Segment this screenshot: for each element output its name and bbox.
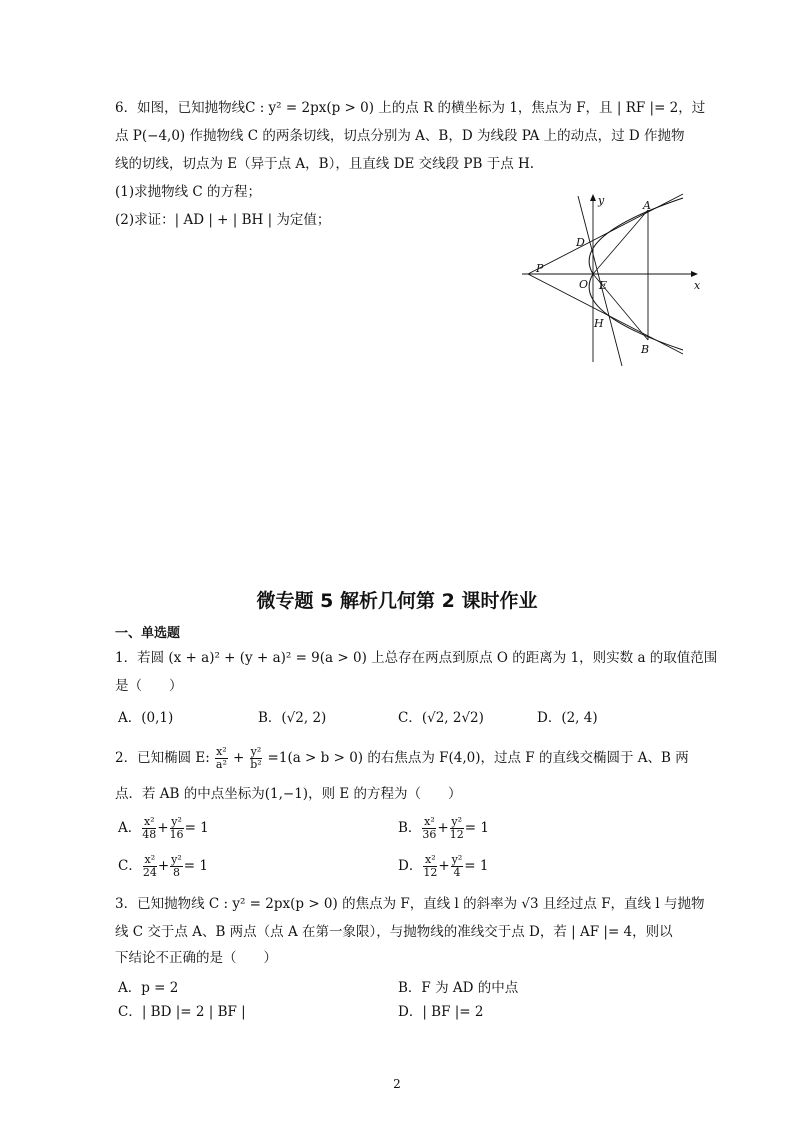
frac-den: 12	[449, 828, 464, 841]
frac-num: y²	[171, 853, 182, 866]
q1-option-a: A．(0,1)	[118, 710, 174, 726]
label-H: H	[594, 317, 604, 330]
q3-option-a: A．p = 2	[118, 980, 179, 996]
q1-line2: 是（ ）	[115, 678, 183, 694]
page-title: 微专题 5 解析几何第 2 课时作业	[256, 590, 538, 612]
fraction	[422, 816, 436, 841]
q6-line1: 6．如图，已知抛物线C : y² = 2px(p > 0) 上的点 R 的横坐标为 1，焦点为 F，且 | RF |= 2，过	[115, 100, 706, 116]
y-axis-arrow	[590, 194, 596, 201]
frac-num: x²	[425, 853, 436, 866]
frac-num: y²	[250, 745, 262, 758]
plus-sign: +	[233, 750, 245, 766]
fraction	[170, 854, 183, 879]
equals-one: = 1	[464, 820, 489, 836]
fraction	[143, 854, 157, 879]
label-B: B	[641, 343, 650, 356]
frac-num: x²	[144, 853, 156, 866]
fraction-x2-a2	[215, 746, 228, 771]
q6-part1: (1)求抛物线 C 的方程；	[115, 184, 262, 200]
option-label: D．	[398, 858, 423, 874]
fraction	[451, 854, 464, 879]
label-P: P	[536, 262, 544, 275]
q1-option-b: B．(√2, 2)	[258, 710, 327, 726]
q3-option-d: D．| BF |= 2	[398, 1004, 484, 1020]
frac-num: x²	[143, 815, 155, 828]
fraction	[450, 816, 464, 841]
segment-OA	[593, 210, 648, 274]
q2-line2: 点．若 AB 的中点坐标为(1,−1)，则 E 的方程为（ ）	[115, 786, 462, 802]
frac-num: y²	[451, 815, 463, 828]
label-x: x	[694, 279, 701, 292]
label-E: E	[599, 279, 608, 292]
fraction	[142, 816, 156, 841]
frac-den: 24	[142, 866, 157, 879]
equals-one: = 1	[183, 858, 208, 874]
q3-line3: 下结论不正确的是（ ）	[115, 950, 277, 966]
label-y: y	[598, 194, 605, 207]
q6-line2: 点 P(−4,0) 作抛物线 C 的两条切线，切点分别为 A、B，D 为线段 PA 上的动点，过 D 作抛物	[115, 128, 685, 144]
q2-option-d	[398, 854, 488, 879]
q3-line1: 3．已知抛物线 C : y² = 2px(p > 0) 的焦点为 F，直线 l 的斜率为 √3 且经过点 F，直线 l 与抛物	[115, 896, 705, 912]
q6-line3: 线的切线，切点为 E（异于点 A，B），且直线 DE 交线段 PB 于点 H.	[115, 156, 535, 172]
x-axis-arrow	[691, 271, 698, 277]
q1-line1: 1．若圆 (x + a)² + (y + a)² = 9(a > 0) 上总存在两点到原点 O 的距离为 1，则实数 a 的取值范围	[115, 650, 718, 666]
page-number: 2	[393, 1077, 401, 1091]
option-label: B．	[398, 820, 422, 836]
q3-option-c: C．| BD |= 2 | BF |	[118, 1004, 246, 1020]
frac-den: a²	[215, 758, 227, 771]
fraction-y2-b2	[250, 746, 263, 771]
plus-sign: +	[438, 858, 450, 874]
q2-option-b	[398, 816, 489, 841]
label-D: D	[576, 236, 585, 249]
parabola-figure	[518, 190, 708, 368]
frac-den: 4	[453, 866, 461, 879]
q3-option-b: B．F 为 AD 的中点	[398, 980, 519, 996]
option-label: A．	[118, 820, 142, 836]
frac-den: 16	[169, 828, 184, 841]
label-O: O	[579, 278, 589, 291]
q6-part2: (2)求证：| AD | + | BH | 为定值；	[115, 212, 331, 228]
frac-den: 36	[422, 828, 437, 841]
equals-one: = 1	[464, 858, 489, 874]
option-label: C．	[118, 858, 142, 874]
q1-option-c: C．(√2, 2√2)	[398, 710, 484, 726]
plus-sign: +	[157, 858, 170, 874]
q2-option-c	[118, 854, 208, 879]
frac-den: 8	[172, 866, 180, 879]
frac-num: y²	[171, 815, 182, 828]
q2-pre: 2．已知椭圆 E:	[115, 750, 210, 766]
q2-option-a	[118, 816, 209, 841]
label-A: A	[643, 199, 651, 212]
q2-post: =1(a > b > 0) 的右焦点为 F(4,0)，过点 F 的直线交椭圆于 A、B 两	[267, 750, 689, 766]
frac-num: x²	[216, 745, 227, 758]
frac-den: 48	[142, 828, 157, 841]
section-heading: 一、单选题	[115, 626, 181, 641]
frac-num: x²	[424, 815, 435, 828]
plus-sign: +	[437, 820, 449, 836]
frac-den: b²	[250, 758, 262, 771]
q3-line2: 线 C 交于点 A、B 两点（点 A 在第一象限），与抛物线的准线交于点 D，若 | AF |= 4，则以	[115, 924, 673, 940]
equals-one: = 1	[184, 820, 209, 836]
fraction	[423, 854, 437, 879]
frac-num: y²	[451, 853, 463, 866]
tangent-PA	[528, 194, 683, 274]
q1-option-d: D．(2, 4)	[537, 710, 598, 726]
q2-line1	[115, 746, 689, 771]
frac-den: 12	[423, 866, 438, 879]
plus-sign: +	[157, 820, 169, 836]
fraction	[170, 816, 184, 841]
